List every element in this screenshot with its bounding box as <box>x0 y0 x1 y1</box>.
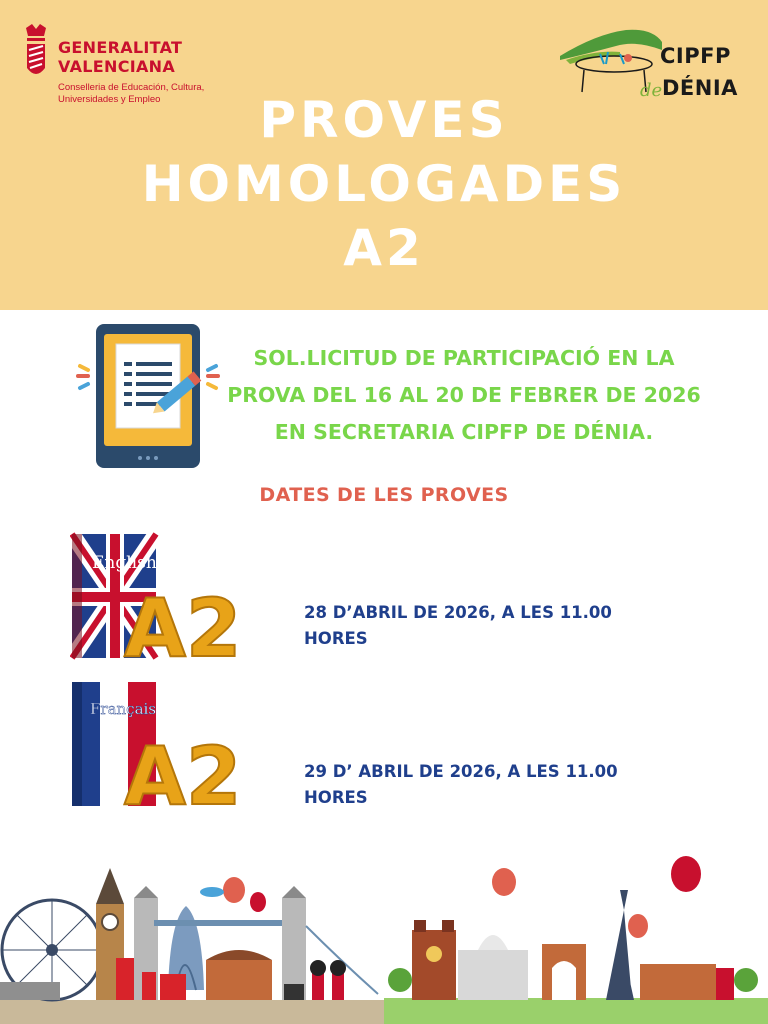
title-line-1: PROVES <box>259 91 509 149</box>
london-paris-skyline-illustration <box>0 850 768 1024</box>
english-book-label: English <box>92 553 157 573</box>
title-line-2: HOMOLOGADES <box>141 155 627 213</box>
request-line-3: EN SECRETARIA CIPFP DE DÉNIA. <box>274 420 654 444</box>
french-date-line-2: HORES <box>304 788 368 807</box>
english-a2-badge: A2 <box>124 582 242 666</box>
french-book-icon <box>70 676 256 814</box>
generalitat-shield-icon <box>22 24 50 88</box>
english-exam-date <box>304 600 684 652</box>
dates-heading: DATES DE LES PROVES <box>259 484 509 506</box>
french-book-label: Français <box>90 700 157 718</box>
cipfp-word: CIPFP <box>660 44 731 68</box>
conselleria-line1: Conselleria de Educación, Cultura, <box>58 82 205 93</box>
conselleria-line2: Universidades y Empleo <box>58 94 161 105</box>
english-date-line-2: HORES <box>304 629 368 648</box>
request-line-2: PROVA DEL 16 AL 20 DE FEBRER DE 2026 <box>227 383 701 407</box>
cipfp-de: de <box>640 80 663 101</box>
title-line-3: A2 <box>343 219 425 277</box>
request-line-1: SOL.LICITUD DE PARTICIPACIÓ EN LA <box>253 346 675 370</box>
french-date-line-1: 29 D’ ABRIL DE 2026, A LES 11.00 <box>304 762 618 781</box>
generalitat-name-line1: GENERALITAT <box>58 38 183 57</box>
cipfp-place: DÉNIA <box>662 76 738 100</box>
english-date-line-1: 28 D’ABRIL DE 2026, A LES 11.00 <box>304 603 612 622</box>
generalitat-name <box>58 38 182 76</box>
header-banner <box>0 0 768 310</box>
french-a2-badge: A2 <box>124 730 242 814</box>
tablet-document-pencil-icon <box>76 322 220 470</box>
request-text <box>214 340 714 451</box>
generalitat-name-line2: VALENCIANA <box>58 57 176 76</box>
page-title <box>0 88 768 280</box>
english-book-icon <box>70 528 256 666</box>
french-exam-date <box>304 759 684 811</box>
